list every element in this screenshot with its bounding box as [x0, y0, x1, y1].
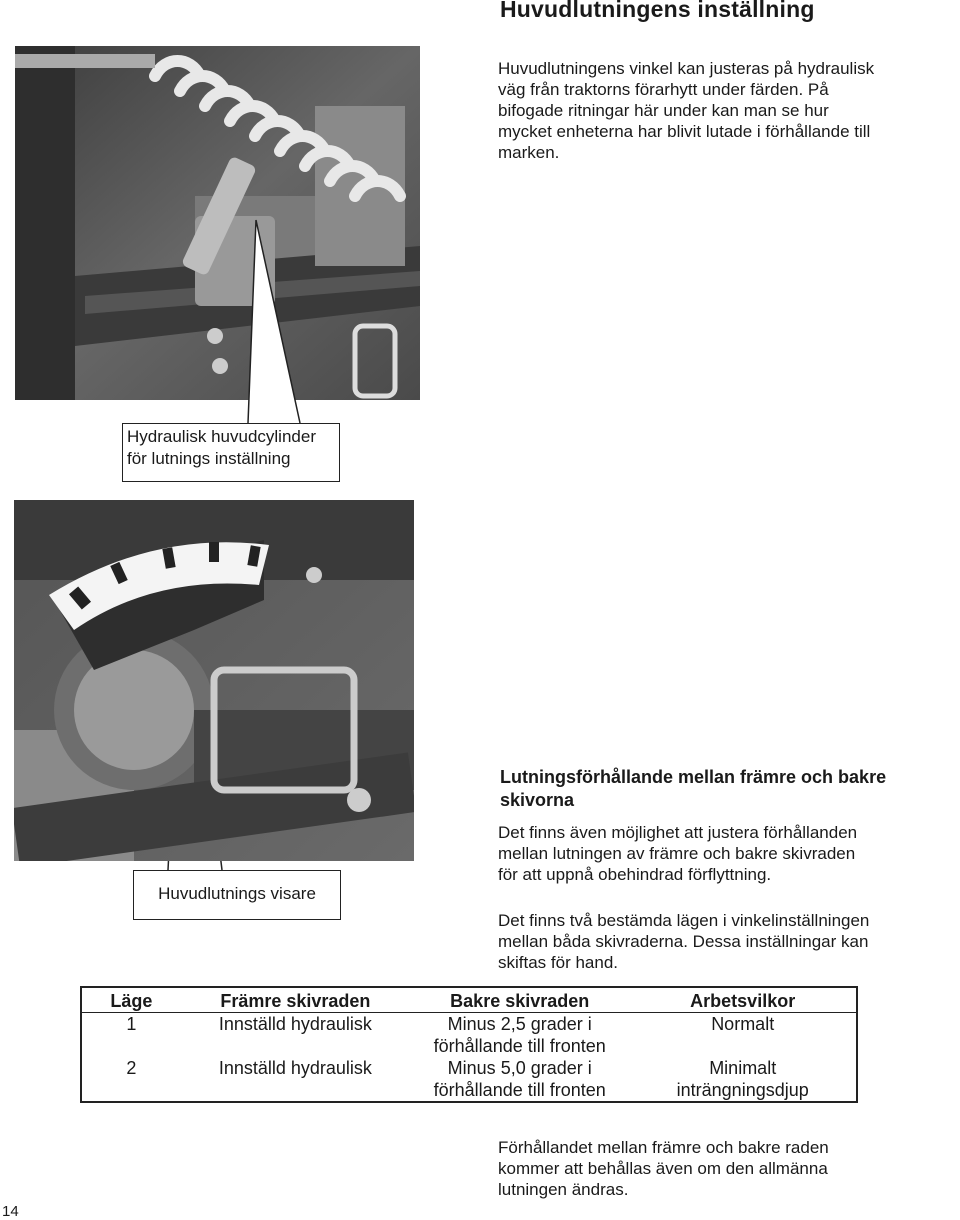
tilt-indicator-photo	[14, 500, 414, 861]
section-heading	[500, 766, 886, 812]
section-paragraph-2	[498, 910, 869, 973]
cell-line: Minus 5,0 grader i	[447, 1058, 592, 1078]
footer-note	[498, 1137, 829, 1200]
header-lage: Läge	[110, 991, 153, 1011]
header-bakre: Bakre skivraden	[450, 991, 590, 1011]
intro-line: Huvudlutningens vinkel kan justeras på hydraulisk	[498, 59, 875, 78]
section-heading-line: skivorna	[500, 790, 575, 810]
intro-line: bifogade ritningar här under kan man se hur	[498, 101, 829, 120]
table-header-row	[81, 987, 857, 1013]
callout-line: för lutnings inställning	[127, 449, 291, 468]
cell-line: Minimalt	[709, 1058, 777, 1078]
header-arbetsvilkor: Arbetsvilkor	[690, 991, 796, 1011]
cell-vilkor	[629, 1013, 857, 1058]
header-framre: Främre skivraden	[220, 991, 371, 1011]
cell-line: inträngningsdjup	[676, 1080, 809, 1100]
section-line: Det finns två bestämda lägen i vinkelinställningen	[498, 911, 870, 930]
section-line: mellan lutningen av främre och bakre skivraden	[498, 844, 856, 863]
footer-line: lutningen ändras.	[498, 1180, 629, 1199]
page-title: Huvudlutningens inställning	[500, 0, 815, 22]
table-row	[81, 1057, 857, 1102]
cell-lage: 1	[81, 1013, 181, 1058]
footer-line: Förhållandet mellan främre och bakre raden	[498, 1138, 829, 1157]
section-line: för att uppnå obehindrad förflyttning.	[498, 865, 772, 884]
cell-line: Minus 2,5 grader i	[447, 1014, 592, 1034]
cell-lage: 2	[126, 1058, 137, 1078]
settings-table	[80, 986, 858, 1103]
cell-bakre	[410, 1013, 629, 1058]
section-line: skiftas för hand.	[498, 953, 619, 972]
cell-framre: Innställd hydraulisk	[181, 1013, 410, 1058]
hydraulic-cylinder-callout	[122, 423, 340, 482]
cell-line: förhållande till fronten	[433, 1080, 606, 1100]
callout-line: Hydraulisk huvudcylinder	[127, 427, 316, 446]
section-heading-line: Lutningsförhållande mellan främre och bakre	[500, 767, 887, 787]
tilt-indicator-callout: Huvudlutnings visare	[133, 870, 341, 920]
table-row	[81, 1013, 857, 1058]
section-paragraph-1	[498, 822, 857, 885]
section-line: mellan båda skivraderna. Dessa inställningar kan	[498, 932, 869, 951]
intro-line: väg från traktorns förarhytt under färden. På	[498, 80, 829, 99]
intro-line: marken.	[498, 143, 560, 162]
cell-bakre	[410, 1057, 629, 1102]
footer-line: kommer att behållas även om den allmänna	[498, 1159, 828, 1178]
section-line: Det finns även möjlighet att justera förhållanden	[498, 823, 858, 842]
tilt-indicator-photo-illustration	[14, 500, 414, 861]
page-number: 14	[2, 1203, 19, 1220]
cell-line: Normalt	[711, 1014, 775, 1034]
cell-line: förhållande till fronten	[433, 1036, 606, 1056]
intro-line: mycket enheterna har blivit lutade i förhållande till	[498, 122, 871, 141]
cell-framre: Innställd hydraulisk	[218, 1058, 372, 1078]
cell-vilkor	[629, 1057, 857, 1102]
